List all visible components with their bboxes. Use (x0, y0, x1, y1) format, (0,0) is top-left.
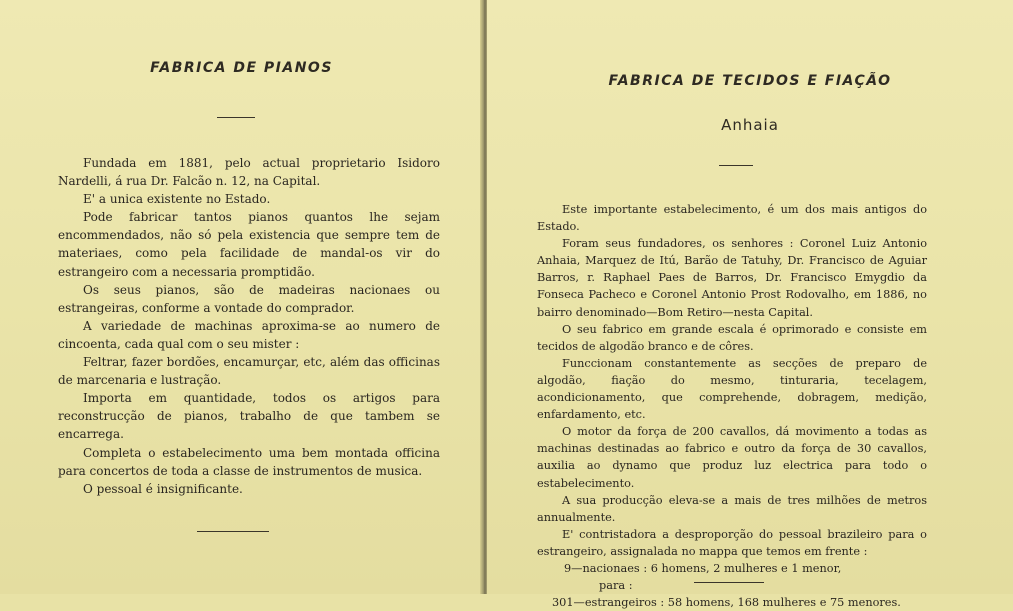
right-page (487, 0, 1013, 610)
page-title: FABRICA DE PIANOS (150, 60, 333, 76)
end-divider (197, 531, 269, 532)
article-body (58, 154, 440, 498)
paragraph: Completa o estabelecimento uma bem montada officina para concertos de toda a classe de instrumentos de musica. (58, 445, 440, 478)
paragraph: O seu fabrico em grande escala é oprimorado e consiste em tecidos de algodão branco e de côres. (537, 322, 927, 353)
staff-line-nationals: 9—nacionaes : 6 homens, 2 mulheres e 1 menor, (564, 561, 842, 575)
paragraph: Importa em quantidade, todos os artigos para reconstrucção de pianos, trabalho de que tambem se encarrega. (58, 391, 440, 442)
page-title: FABRICA DE TECIDOS E FIAÇÃO (608, 73, 892, 89)
end-divider (694, 582, 764, 583)
paragraph: Feltrar, fazer bordões, encamurçar, etc, além das officinas de marcenaria e lustração. (58, 355, 440, 388)
article-body (537, 201, 927, 611)
page-subtitle: Anhaia (721, 116, 779, 134)
paragraph: Pode fabricar tantos pianos quantos lhe sejam encommendados, não só pela existencia que sempre tem de materiaes, como pela facilidade de mandal-os vir do estrangeiro com a necessaria promptidão. (58, 210, 440, 279)
staff-line-versus: para : (599, 579, 633, 593)
paragraph: A sua producção eleva-se a mais de tres milhões de metros annualmente. (537, 493, 927, 524)
paragraph: O pessoal é insignificante. (83, 481, 243, 496)
paragraph: O motor da força de 200 cavallos, dá movimento a todas as machinas destinadas ao fabrico e outro da força de 30 cavallos, auxilia ao dynamo que produz luz electrica para todo o estabelecimento. (537, 425, 927, 490)
title-divider (719, 165, 753, 166)
paragraph: A variedade de machinas aproxima-se ao numero de cincoenta, cada qual com o seu mister : (58, 318, 440, 351)
paragraph: E' contristadora a desproporção do pessoal brazileiro para o estrangeiro, assignalada no mappa que temos em frente : (537, 527, 927, 558)
paragraph: E' a unica existente no Estado. (83, 192, 271, 207)
paragraph: Fundada em 1881, pelo actual proprietario Isidoro Nardelli, á rua Dr. Falcão n. 12, na Capital. (58, 156, 440, 189)
left-page (0, 0, 483, 594)
staff-line-foreigners: 301—estrangeiros : 58 homens, 168 mulheres e 75 menores. (552, 596, 901, 610)
paragraph: Foram seus fundadores, os senhores : Coronel Luiz Antonio Anhaia, Marquez de Itú, Barão de Tatuhy, Dr. Francisco de Aguiar Barros, r. Raphael Paes de Barros, Dr. Francisco Emygdio da Fonseca Pacheco e Coronel Antonio Prost Rodovalho, em 1886, no bairro denominado—Bom Retiro—nesta Capital. (537, 237, 927, 319)
title-divider (217, 117, 255, 118)
paragraph: Este importante estabelecimento, é um dos mais antigos do Estado. (537, 203, 927, 234)
paragraph: Os seus pianos, são de madeiras nacionaes ou estrangeiras, conforme a vontade do comprador. (58, 282, 440, 315)
paragraph: Funccionam constantemente as secções de preparo de algodão, fiação do mesmo, tinturaria, tecelagem, acondicionamento, que comprehende, dobragem, medição, enfardamento, etc. (537, 356, 927, 422)
